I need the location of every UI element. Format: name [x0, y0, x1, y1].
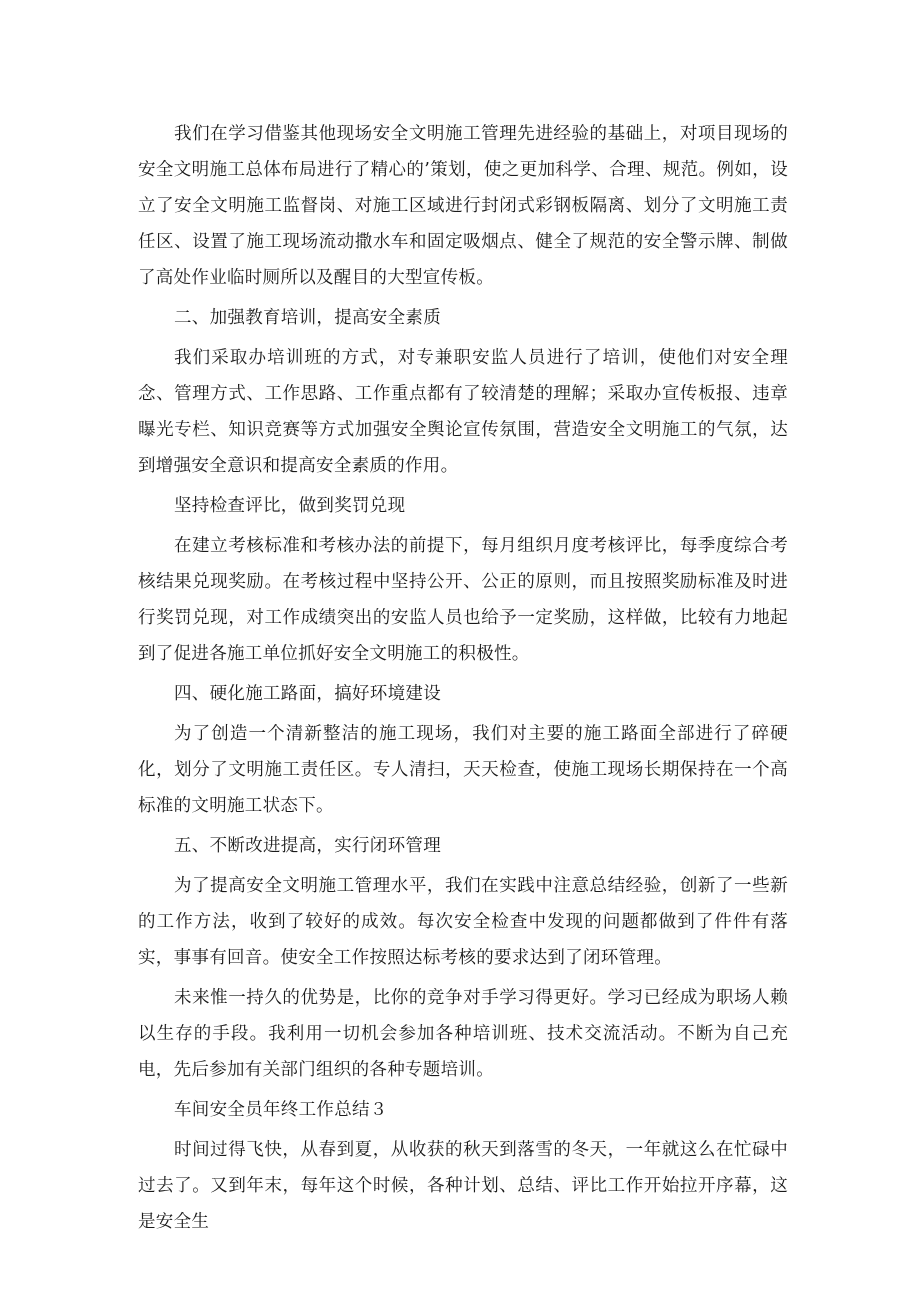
paragraph-summary-intro: 时间过得飞快，从春到夏，从收获的秋天到落雪的冬天，一年就这么在忙碌中过去了。又到年末，每年这个时候，各种计划、总结、评比工作开始拉开序幕，这是安全生	[138, 1140, 788, 1232]
section-heading-inspection-evaluation: 坚持检查评比，做到奖罚兑现	[174, 496, 406, 516]
section-heading-summary-3: 车间安全员年终工作总结３	[174, 1100, 388, 1120]
paragraph-training: 我们采取办培训班的方式，对专兼职安监人员进行了培训，使他们对安全理念、管理方式、工作思路、工作重点都有了较清楚的理解；采取办宣传板报、违章曝光专栏、知识竞赛等方式加强安全舆论宣传氛围，营造安全文明施工的气氛，达到增强安全意识和提高安全素质的作用。	[138, 348, 788, 476]
paragraph-layout-planning: 我们在学习借鉴其他现场安全文明施工管理先进经验的基础上，对项目现场的安全文明施工总体布局进行了精心的’策划，使之更加科学、合理、规范。例如，设立了安全文明施工监督岗、对施工区域进行封闭式彩钢板隔离、划分了文明施工责任区、设置了施工现场流动撒水车和固定吸烟点、健全了规范的安全警示牌、制做了高处作业临时厕所以及醒目的大型宣传板。	[138, 124, 788, 288]
paragraph-road-hardening: 为了创造一个清新整洁的施工现场，我们对主要的施工路面全部进行了碎硬化，划分了文明施工责任区。专人清扫，天天检查，使施工现场长期保持在一个高标准的文明施工状态下。	[138, 724, 788, 816]
paragraph-closed-loop: 为了提高安全文明施工管理水平，我们在实践中注意总结经验，创新了一些新的工作方法，收到了较好的成效。每次安全检查中发现的问题都做到了件件有落实，事事有回音。使安全工作按照达标考核的要求达到了闭环管理。	[138, 876, 788, 968]
paragraph-evaluation: 在建立考核标准和考核办法的前提下，每月组织月度考核评比，每季度综合考核结果兑现奖励。在考核过程中坚持公开、公正的原则，而且按照奖励标准及时进行奖罚兑现，对工作成绩突出的安监人员也给予一定奖励，这样做，比较有力地起到了促进各施工单位抓好安全文明施工的积极性。	[138, 536, 788, 664]
paragraph-learning: 未来惟一持久的优势是，比你的竞争对手学习得更好。学习已经成为职场人赖以生存的手段。我利用一切机会参加各种培训班、技术交流活动。不断为自己充电，先后参加有关部门组织的各种专题培训。	[138, 988, 788, 1080]
section-heading-closed-loop: 五、不断改进提高，实行闭环管理	[174, 836, 441, 856]
document-body	[138, 116, 788, 1244]
section-heading-education-training: 二、加强教育培训，提高安全素质	[174, 308, 441, 328]
section-heading-road-hardening: 四、硬化施工路面，搞好环境建设	[174, 684, 441, 704]
